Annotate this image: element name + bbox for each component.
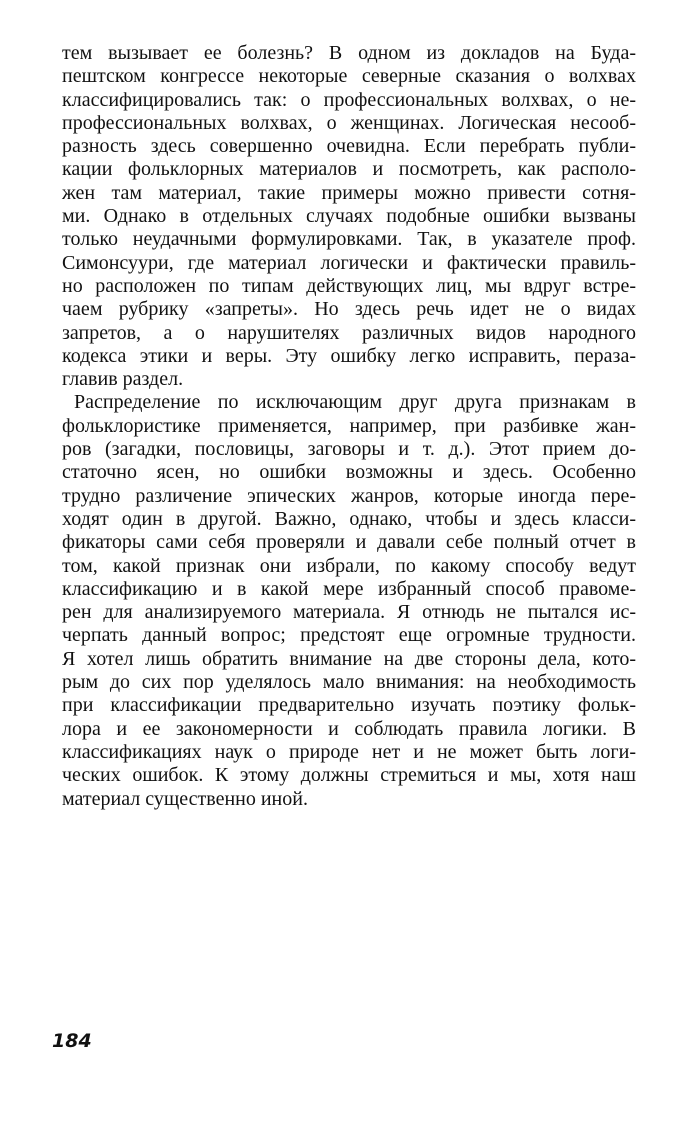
text-line: разность здесь совершенно очевидна. Если перебрать публи- (62, 135, 636, 158)
text-line: Симонсуури, где материал логически и фактически правиль- (62, 251, 636, 274)
text-line: ми. Однако в отдельных случаях подобные ошибки вызваны (62, 205, 636, 228)
text-line: том, какой признак они избрали, по какому способу ведут (62, 554, 636, 577)
text-line: кодекса этики и веры. Эту ошибку легко исправить, пераза- (62, 344, 636, 367)
text-line: классификациях наук о природе нет и не может быть логи- (62, 740, 636, 763)
page-body (62, 42, 636, 811)
text-line: пештском конгрессе некоторые северные сказания о волхвах (62, 65, 636, 88)
text-line: ческих ошибок. К этому должны стремиться и мы, хотя наш (62, 764, 636, 787)
text-line: лора и ее закономерности и соблюдать правила логики. В (62, 717, 636, 740)
text-line: Я хотел лишь обратить внимание на две стороны дела, кото- (62, 647, 636, 670)
page-number: 184 (52, 1030, 92, 1052)
text-line: рым до сих пор уделялось мало внимания: на необходимость (62, 671, 636, 694)
text-line: профессиональных волхвах, о женщинах. Логическая несооб- (62, 111, 636, 134)
text-line: ходят один в другой. Важно, однако, чтобы и здесь класси- (62, 507, 636, 530)
text-line: запретов, а о нарушителях различных видов народного (62, 321, 636, 344)
text-line: черпать данный вопрос; предстоят еще огромные трудности. (62, 624, 636, 647)
paragraph-2 (62, 391, 636, 810)
text-line: чаем рубрику «запреты». Но здесь речь идет не о видах (62, 298, 636, 321)
text-line: кации фольклорных материалов и посмотреть, как располо- (62, 158, 636, 181)
text-line: трудно различение эпических жанров, которые иногда пере- (62, 484, 636, 507)
text-line: фикаторы сами себя проверяли и давали себе полный отчет в (62, 531, 636, 554)
text-line: ров (загадки, пословицы, заговоры и т. д.). Этот прием до- (62, 438, 636, 461)
text-line: тем вызывает ее болезнь? В одном из докладов на Буда- (62, 42, 636, 64)
text-line: классифицировались так: о профессиональных волхвах, о не- (62, 88, 636, 111)
text-line: но расположен по типам действующих лиц, мы вдруг встре- (62, 274, 636, 297)
text-line: Распределение по исключающим друг друга признакам в (74, 391, 636, 414)
text-line: материал существенно иной. (62, 787, 308, 810)
text-line: только неудачными формулировками. Так, в указателе проф. (62, 228, 636, 251)
paragraph-1 (62, 42, 636, 391)
text-line: классификацию и в какой мере избранный способ правоме- (62, 577, 636, 600)
text-line: главив раздел. (62, 368, 184, 391)
text-line: жен там материал, такие примеры можно привести сотня- (62, 181, 636, 204)
text-line: рен для анализируемого материала. Я отнюдь не пытался ис- (62, 601, 636, 624)
text-line: при классификации предварительно изучать поэтику фольк- (62, 694, 636, 717)
text-line: фольклористике применяется, например, при разбивке жан- (62, 414, 636, 437)
text-line: статочно ясен, но ошибки возможны и здесь. Особенно (62, 461, 636, 484)
